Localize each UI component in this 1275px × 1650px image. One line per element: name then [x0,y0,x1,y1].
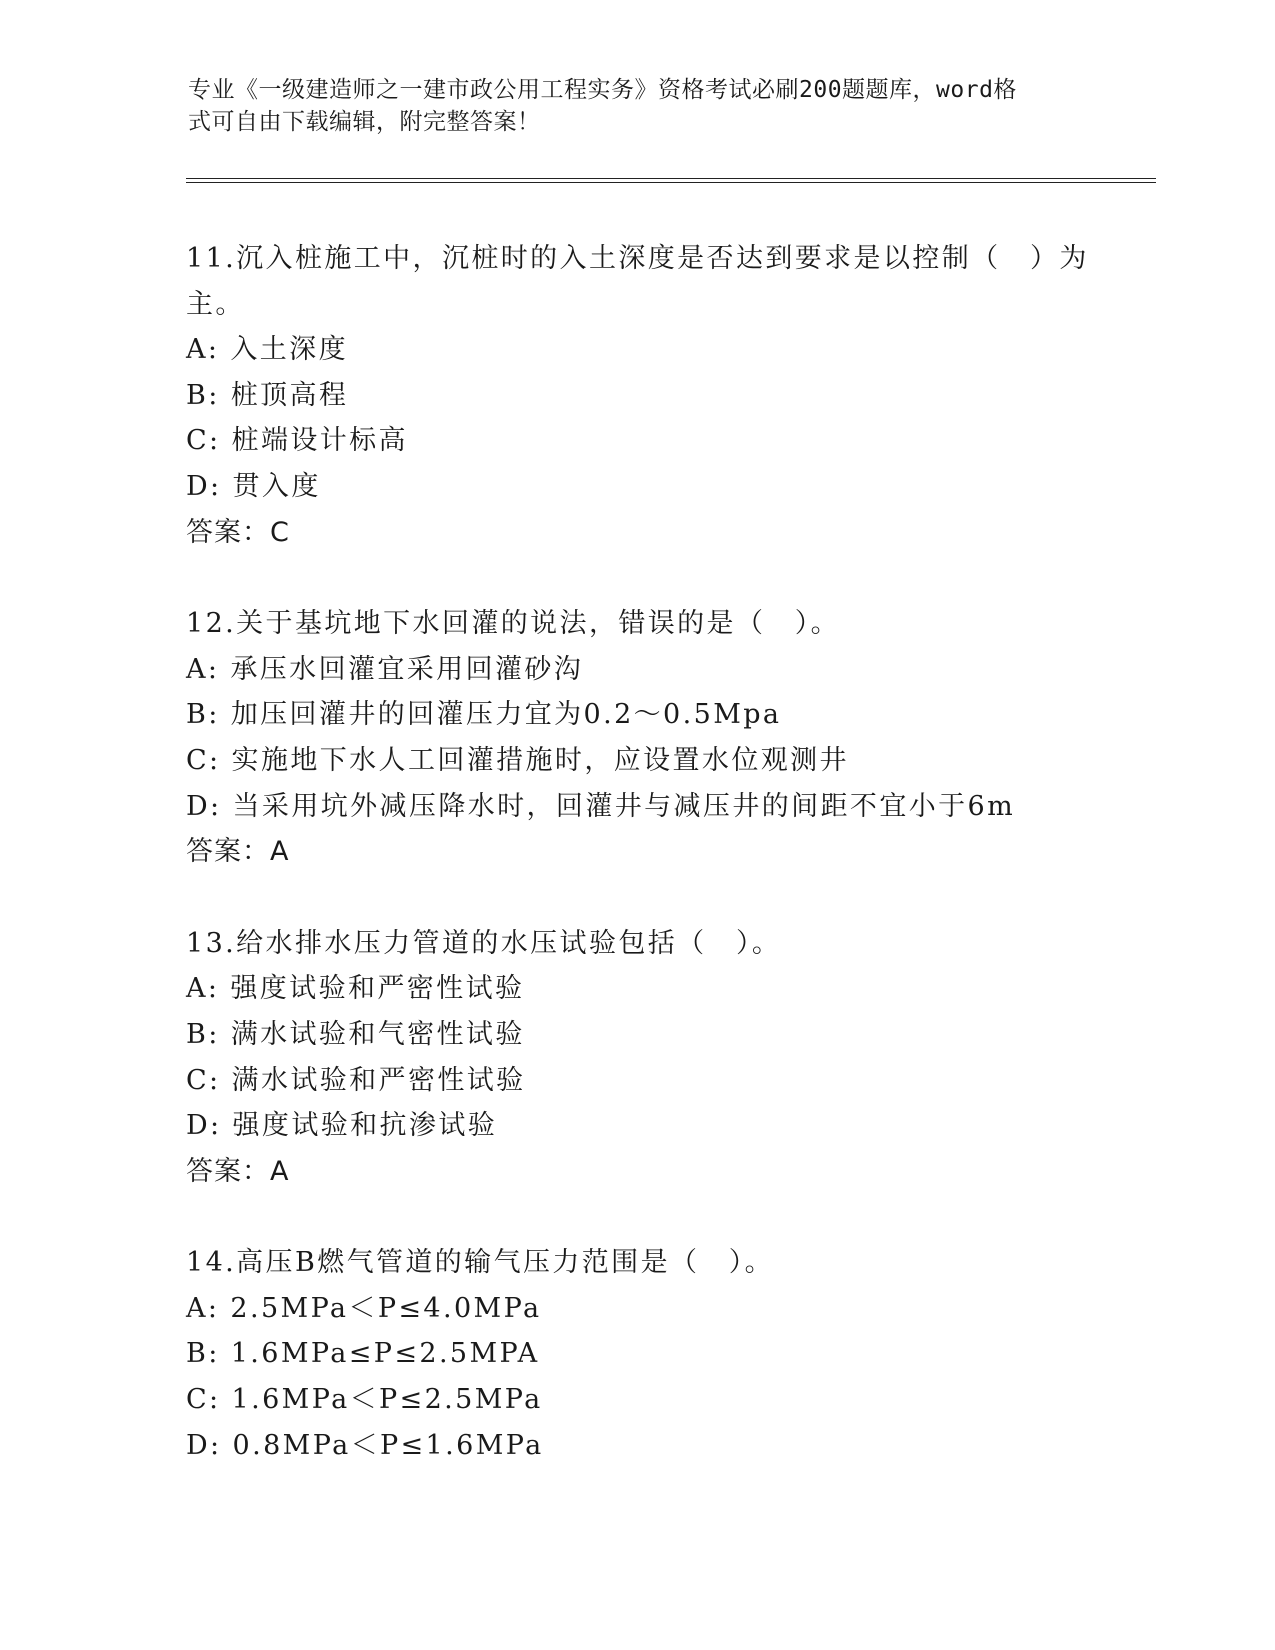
option-a: A: 2.5MPa＜P≤4.0MPa [186,1292,542,1324]
option-b: B: 加压回灌井的回灌压力宜为0.2～0.5Mpa [186,699,782,731]
option-b: B: 满水试验和气密性试验 [186,1018,525,1050]
option-c: C: 桩端设计标高 [186,425,408,457]
answer: 答案：A [186,1155,290,1187]
option-d: D: 强度试验和抗渗试验 [186,1110,498,1142]
question-stem: 11.沉入桩施工中，沉桩时的入土深度是否达到要求是以控制（ ）为 [186,243,1089,274]
answer: 答案：A [186,836,290,868]
question-list [186,236,1089,1514]
option-b: B: 桩顶高程 [186,379,349,411]
option-c: C: 实施地下水人工回灌措施时，应设置水位观测井 [186,744,849,776]
option-b: B: 1.6MPa≤P≤2.5MPA [186,1338,540,1370]
option-d: D: 0.8MPa＜P≤1.6MPa [186,1429,544,1461]
option-a: A: 强度试验和严密性试验 [186,973,525,1005]
question-12 [186,601,1086,875]
option-c: C: 1.6MPa＜P≤2.5MPa [186,1384,543,1416]
question-stem: 12.关于基坑地下水回灌的说法，错误的是（ ）。 [186,608,841,640]
question-stem-continued: 主。 [186,288,245,320]
option-c: C: 满水试验和严密性试验 [186,1064,526,1096]
question-stem: 13.给水排水压力管道的水压试验包括（ ）。 [186,927,782,959]
answer: 答案：C [186,516,290,548]
question-11 [186,236,1089,555]
question-13 [186,921,1086,1195]
header-divider-top [186,178,1156,179]
document-header [188,74,1068,138]
header-line-2: 式可自由下载编辑，附完整答案！ [188,109,541,135]
option-a: A: 承压水回灌宜采用回灌砂沟 [186,653,584,685]
header-divider-bottom [186,182,1156,183]
question-stem: 14.高压B燃气管道的输气压力范围是（ ）。 [186,1247,775,1279]
header-line-1: 专业《一级建造师之一建市政公用工程实务》资格考试必刷200题题库，word格 [188,77,1017,103]
option-d: D: 贯入度 [186,470,321,502]
question-14 [186,1240,1086,1468]
option-a: A: 入土深度 [186,334,348,366]
option-d: D: 当采用坑外减压降水时，回灌井与减压井的间距不宜小于6m [186,790,1016,822]
